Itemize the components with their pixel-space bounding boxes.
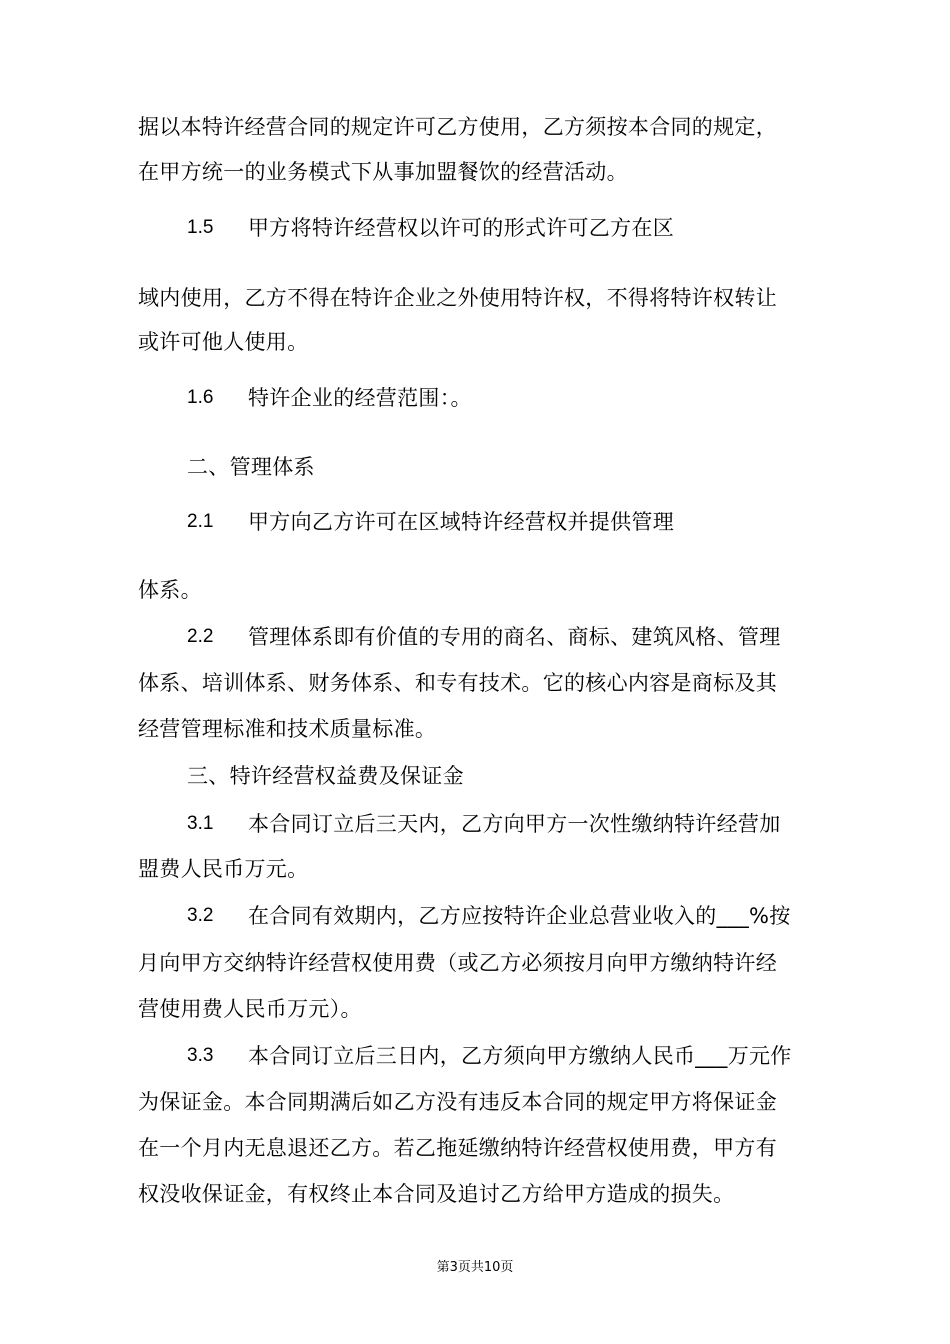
text-line: 甲方向乙方许可在区域特许经营权并提供管理 (248, 510, 674, 534)
text-line: 为保证金。本合同期满后如乙方没有违反本合同的规定甲方将保证金 (138, 1090, 777, 1114)
clause-number: 3.3 (187, 1045, 214, 1066)
text-line: 据以本特许经营合同的规定许可乙方使用，乙方须按本合同的规定， (138, 115, 777, 139)
text-line: 甲方将特许经营权以许可的形式许可乙方在区 (248, 216, 674, 240)
clause-number: 2.1 (187, 511, 214, 532)
text-line: 月向甲方交纳特许经营权使用费（或乙方必须按月向甲方缴纳特许经 (138, 951, 777, 975)
text-line: 体系、培训体系、财务体系、和专有技术。它的核心内容是商标及其 (138, 671, 777, 695)
text-line: 在合同有效期内，乙方应按特许企业总营业收入的___%按 (248, 904, 791, 928)
text-line: 营使用费人民币万元）。 (138, 997, 362, 1021)
text-line: 本合同订立后三日内，乙方须向甲方缴纳人民币___万元作 (248, 1044, 792, 1068)
clause-number: 3.1 (187, 813, 214, 834)
text-line: 经营管理标准和技术质量标准。 (138, 717, 437, 741)
text-line: 权没收保证金，有权终止本合同及追讨乙方给甲方造成的损失。 (138, 1182, 735, 1206)
text-line: 体系。 (138, 578, 202, 602)
clause-number: 2.2 (187, 626, 214, 647)
clause-number: 3.2 (187, 905, 214, 926)
page-footer: 第3页共10页 (436, 1260, 514, 1275)
clause-number: 1.5 (187, 217, 214, 238)
text-line: 在甲方统一的业务模式下从事加盟餐饮的经营活动。 (138, 160, 628, 184)
text-line: 盟费人民币万元。 (138, 857, 309, 881)
text-line: 或许可他人使用。 (138, 330, 309, 354)
text-line: 域内使用，乙方不得在特许企业之外使用特许权，不得将特许权转让 (138, 286, 777, 310)
text-line: 管理体系即有价值的专用的商名、商标、建筑风格、管理 (248, 625, 781, 649)
text-line: 特许企业的经营范围：。 (248, 386, 472, 410)
text-line: 本合同订立后三天内，乙方向甲方一次性缴纳特许经营加 (248, 812, 781, 836)
text-line: 在一个月内无息退还乙方。若乙拖延缴纳特许经营权使用费，甲方有 (138, 1136, 777, 1160)
clause-number: 1.6 (187, 387, 214, 408)
section-heading: 三、特许经营权益费及保证金 (187, 764, 464, 788)
section-heading: 二、管理体系 (187, 455, 315, 479)
